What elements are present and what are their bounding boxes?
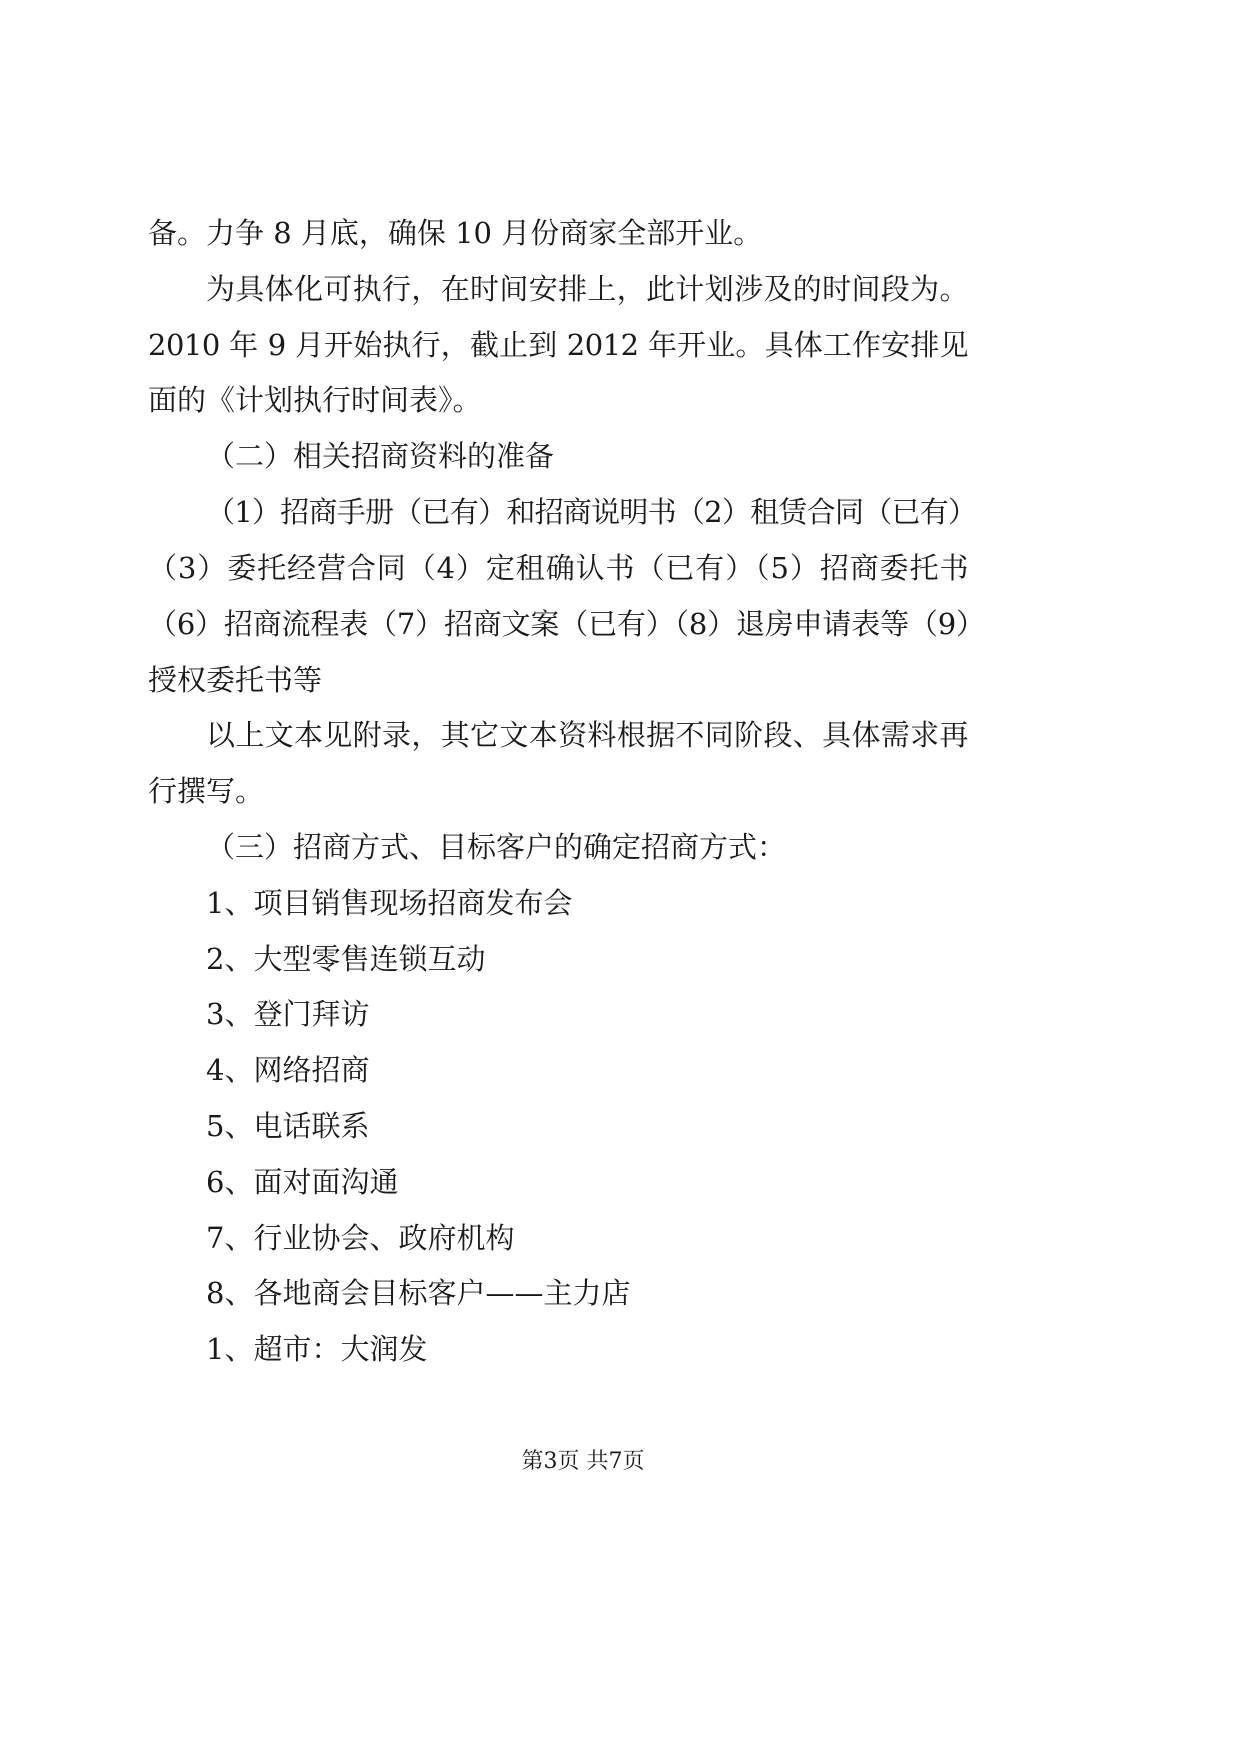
paragraph-line: 备。力争 8 月底，确保 10 月份商家全部开业。 — [148, 216, 763, 250]
paragraph-line: 行撰写。 — [148, 774, 265, 808]
list-item: 6、面对面沟通 — [206, 1165, 399, 1199]
paragraph-line: （1）招商手册（已有）和招商说明书（2）租赁合同（已有） — [206, 495, 976, 529]
paragraph-line: （3）委托经营合同（4）定租确认书（已有）（5）招商委托书 — [148, 551, 968, 585]
list-item: 8、各地商会目标客户——主力店 — [206, 1276, 631, 1310]
section-heading: （三）招商方式、目标客户的确定招商方式： — [206, 830, 787, 864]
list-item: 3、登门拜访 — [206, 997, 370, 1031]
page-footer: 第3页 共7页 — [521, 1449, 645, 1474]
list-item: 1、项目销售现场招商发布会 — [206, 886, 573, 920]
section-heading: （二）相关招商资料的准备 — [206, 439, 555, 473]
paragraph-line: （6）招商流程表（7）招商文案（已有）（8）退房申请表等（9） — [148, 607, 984, 641]
paragraph-line: 面的《计划执行时间表》。 — [148, 383, 482, 417]
list-item: 5、电话联系 — [206, 1109, 370, 1143]
list-item: 2、大型零售连锁互动 — [206, 942, 486, 976]
paragraph-line: 为具体化可执行，在时间安排上，此计划涉及的时间段为。 — [206, 272, 968, 306]
list-item: 7、行业协会、政府机构 — [206, 1221, 515, 1255]
paragraph-line: 授权委托书等 — [148, 663, 323, 697]
paragraph-line: 以上文本见附录，其它文本资料根据不同阶段、具体需求再 — [206, 718, 968, 752]
list-item: 1、超市：大润发 — [206, 1332, 428, 1366]
list-item: 4、网络招商 — [206, 1053, 370, 1087]
paragraph-line: 2010 年 9 月开始执行，截止到 2012 年开业。具体工作安排见 — [148, 328, 968, 362]
